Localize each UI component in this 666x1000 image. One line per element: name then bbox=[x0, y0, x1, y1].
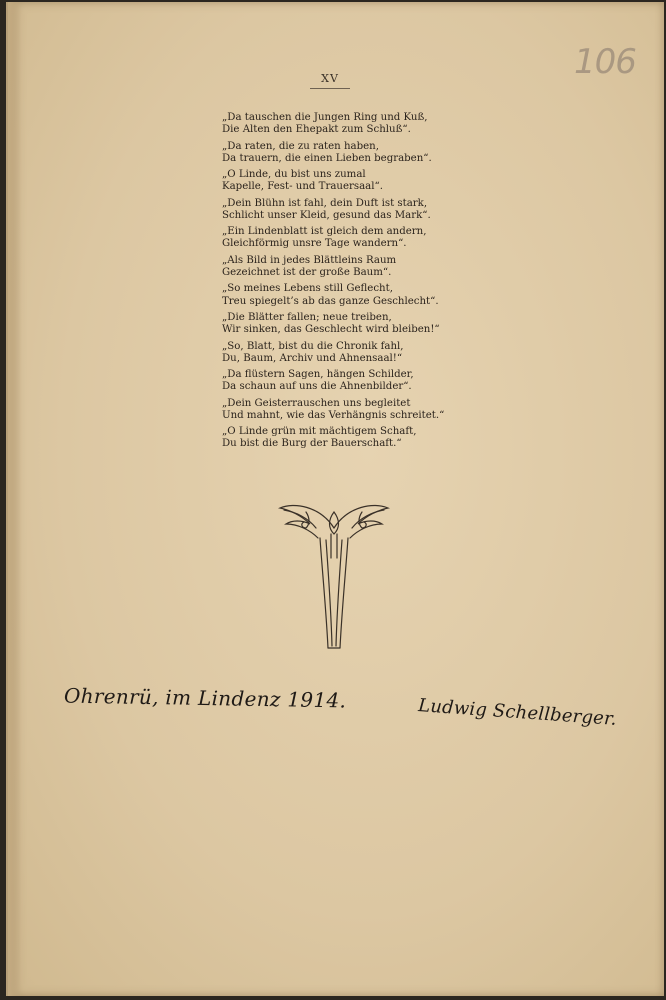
stanza-5 bbox=[222, 226, 472, 250]
art-nouveau-ornament bbox=[276, 498, 392, 654]
poem-line: „Dein Geisterrauschen uns begleitet bbox=[222, 397, 411, 409]
poem-line: „Da flüstern Sagen, hängen Schilder, bbox=[222, 369, 414, 381]
page-number-rule bbox=[310, 88, 350, 89]
poem-line: Schlicht unser Kleid, gesund das Mark“. bbox=[222, 209, 431, 221]
book-page bbox=[6, 2, 664, 996]
poem-line: Gezeichnet ist der große Baum“. bbox=[222, 266, 392, 278]
poem-line: Die Alten den Ehepakt zum Schluß“. bbox=[222, 124, 411, 136]
poem-line: „So, Blatt, bist du die Chronik fahl, bbox=[222, 340, 404, 352]
poem-line: Du, Baum, Archiv und Ahnensaal!“ bbox=[222, 352, 403, 364]
poem-line: „O Linde, du bist uns zumal bbox=[222, 169, 366, 181]
poem-line: Gleichförmig unsre Tage wandern“. bbox=[222, 238, 407, 250]
poem-line: Und mahnt, wie das Verhängnis schreitet.“ bbox=[222, 409, 445, 421]
handwritten-place-date: Ohrenrü, im Lindenz 1914. bbox=[63, 683, 347, 713]
poem-line: „Die Blätter fallen; neue treiben, bbox=[222, 312, 392, 324]
poem-line: Kapelle, Fest- und Trauersaal“. bbox=[222, 181, 383, 193]
stanza-11 bbox=[222, 398, 472, 422]
stanza-9 bbox=[222, 341, 472, 365]
stanza-7 bbox=[222, 283, 472, 307]
stanza-3 bbox=[222, 169, 472, 193]
stanza-6 bbox=[222, 255, 472, 279]
poem-line: „Ein Lindenblatt ist gleich dem andern, bbox=[222, 226, 427, 238]
stanza-12 bbox=[222, 426, 472, 450]
poem-line: Du bist die Burg der Bauerschaft.“ bbox=[222, 438, 402, 450]
poem-line: Wir sinken, das Geschlecht wird bleiben!“ bbox=[222, 324, 440, 336]
stanza-10 bbox=[222, 369, 472, 393]
poem-line: „Da tauschen die Jungen Ring und Kuß, bbox=[222, 112, 428, 123]
archive-number: 106 bbox=[574, 42, 636, 82]
poem-line: „Dein Blühn ist fahl, dein Duft ist stark, bbox=[222, 197, 428, 209]
poem-line: „O Linde grün mit mächtigem Schaft, bbox=[222, 426, 417, 438]
poem-line: Treu spiegelt’s ab das ganze Geschlecht“. bbox=[222, 295, 439, 307]
poem-line: „Als Bild in jedes Blättleins Raum bbox=[222, 254, 397, 266]
stanza-1 bbox=[222, 112, 472, 136]
page-spine-shadow bbox=[8, 2, 22, 996]
stanza-4 bbox=[222, 198, 472, 222]
poem-line: Da trauern, die einen Lieben begraben“. bbox=[222, 152, 432, 164]
poem-line: Da schaun auf uns die Ahnenbilder“. bbox=[222, 381, 412, 393]
page-number: XV bbox=[321, 72, 339, 85]
poem-line: „Da raten, die zu raten haben, bbox=[222, 140, 379, 152]
stanza-2 bbox=[222, 141, 472, 165]
stanza-8 bbox=[222, 312, 472, 336]
poem bbox=[222, 112, 472, 455]
handwritten-signature: Ludwig Schellberger. bbox=[417, 695, 618, 730]
poem-line: „So meines Lebens still Geflecht, bbox=[222, 283, 393, 295]
